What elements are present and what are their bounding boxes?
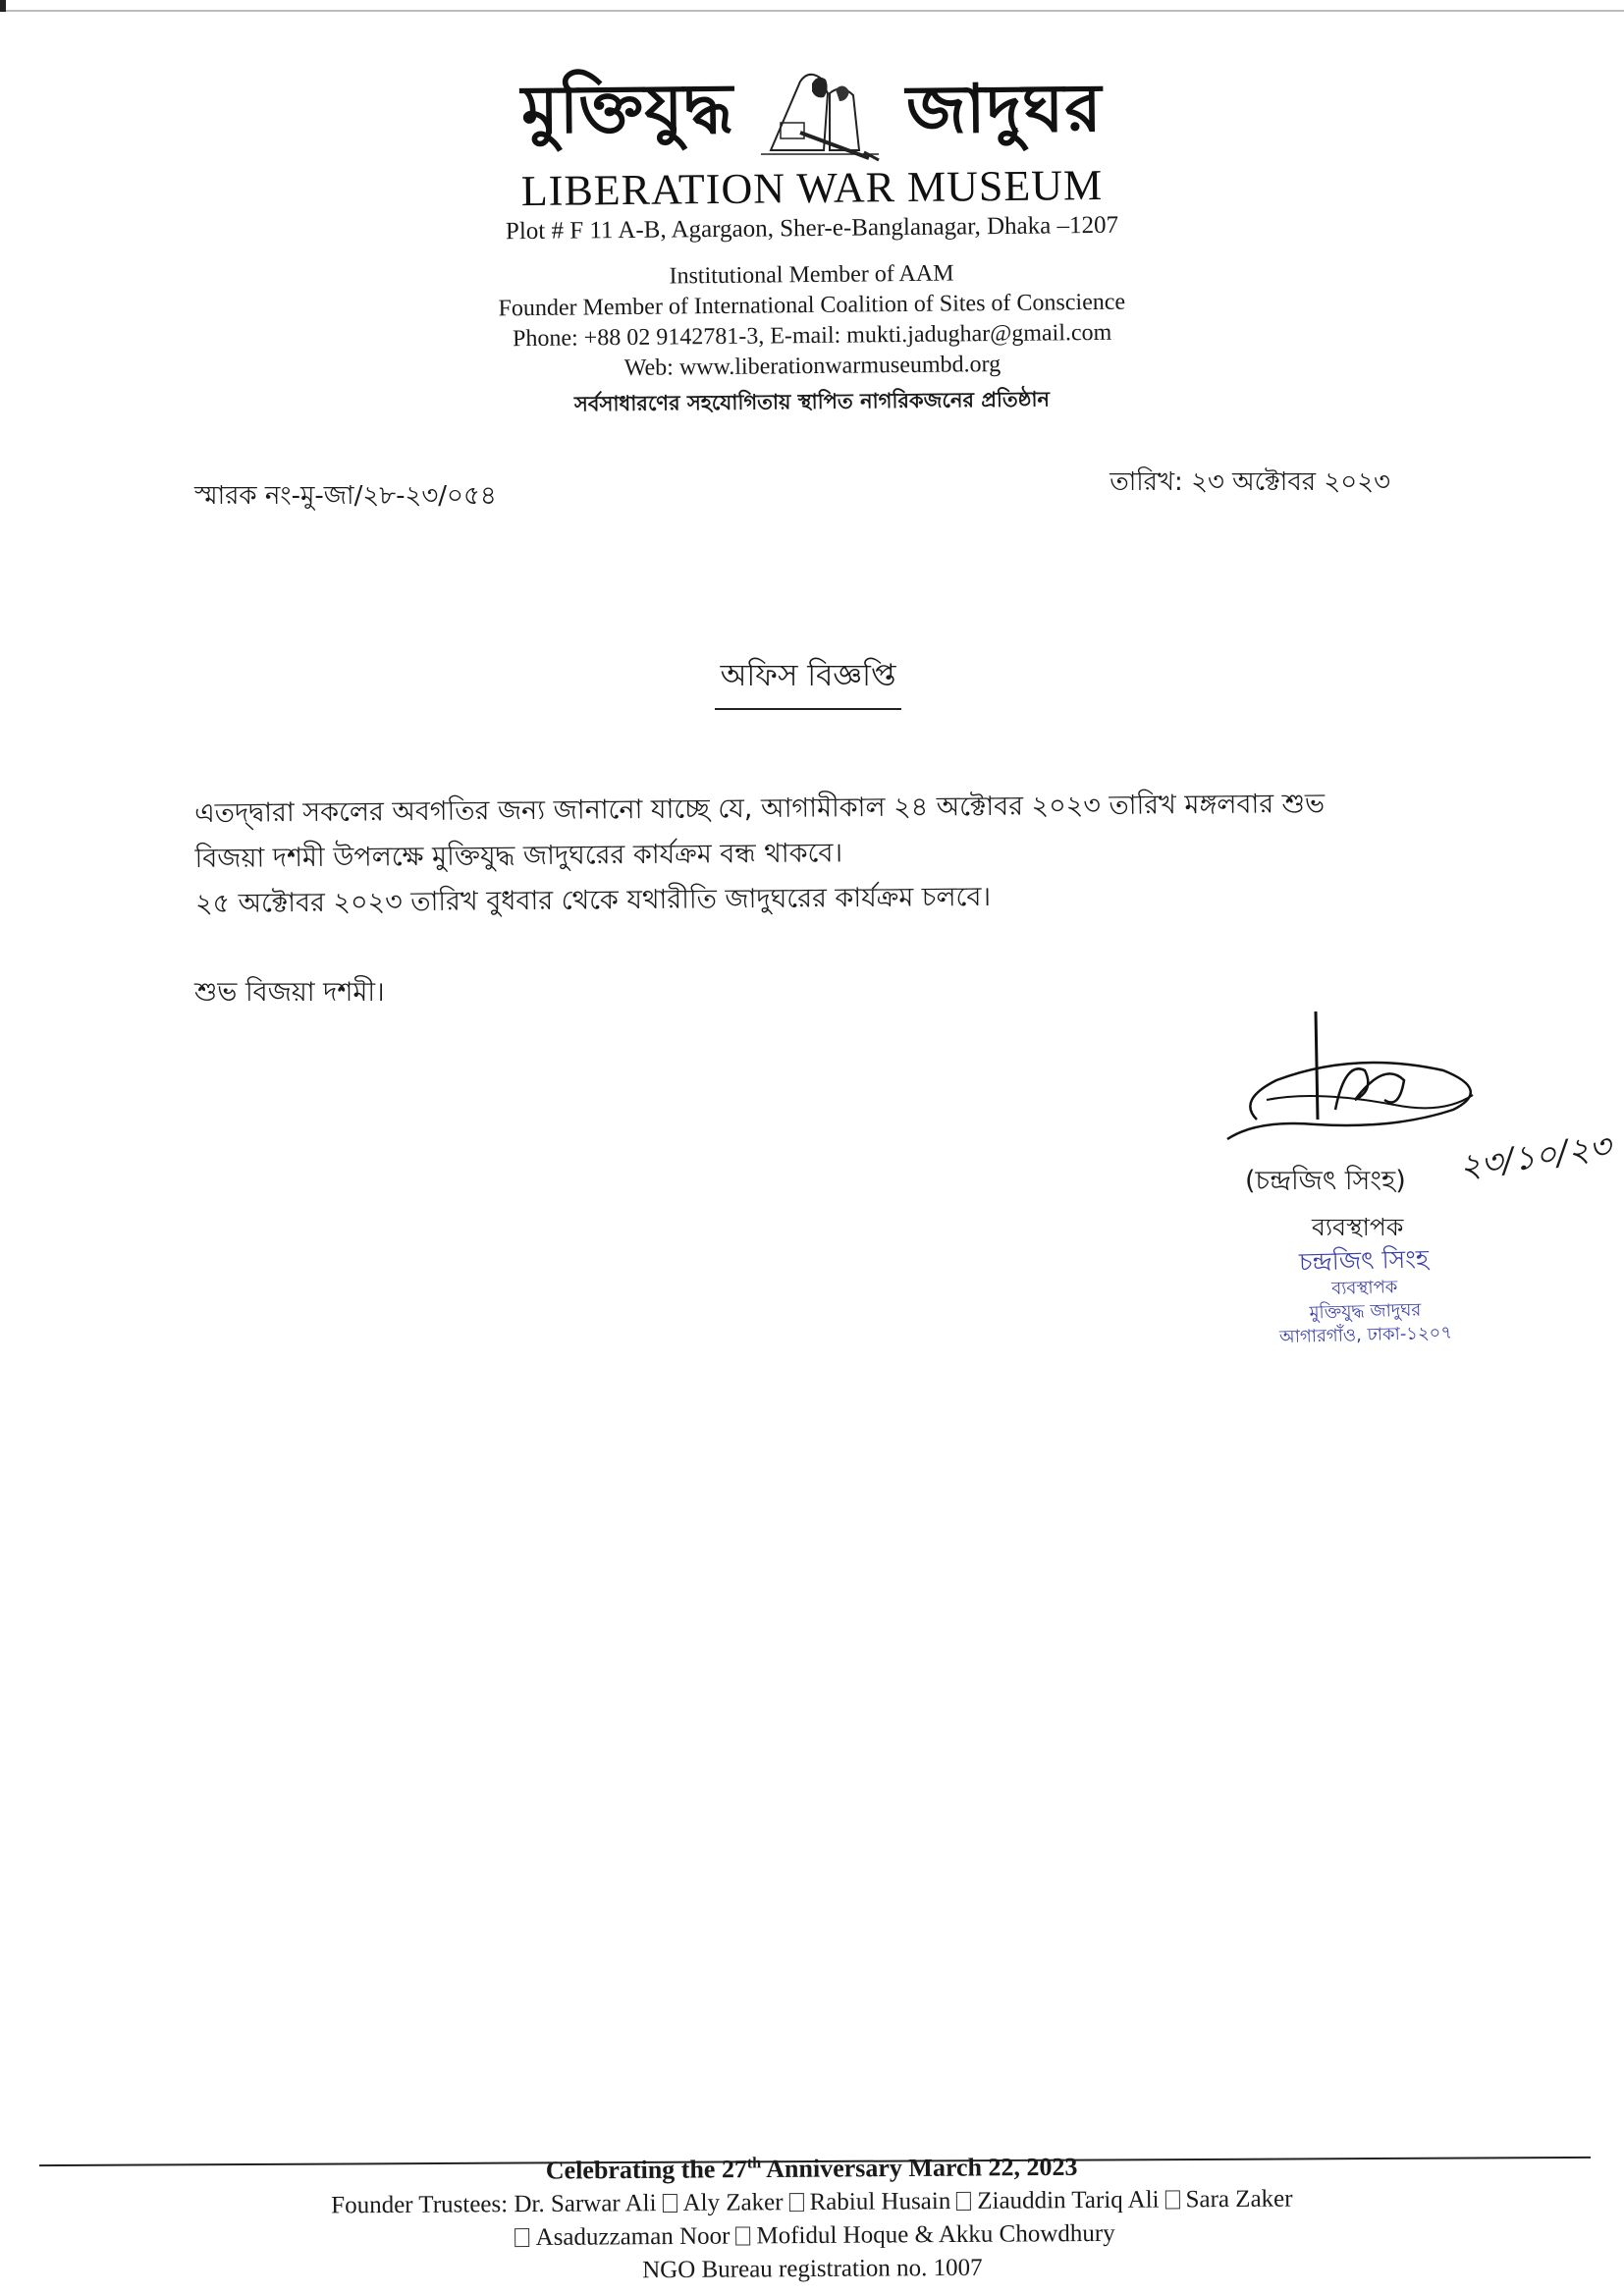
org-tagline: সর্বসাধারণের সহযোগিতায় স্থাপিত নাগরিকজনের প্রতিষ্ঠান — [573, 387, 1051, 416]
signer-title: ব্যবস্থাপক — [1312, 1213, 1404, 1241]
notice-line-1: এতদ্দ্বারা সকলের অবগতির জন্য জানানো যাচ্ছে যে, আগামীকাল ২৪ অক্টোবর ২০২৩ তারিখ মঙ্গলবার শুভ — [194, 788, 1326, 829]
official-stamp — [1236, 1242, 1494, 1351]
notice-title: অফিস বিজ্ঞপ্তি — [715, 652, 902, 710]
notice-title-wrap — [0, 652, 1624, 710]
stamp-name: চন্দ্রজিৎ সিংহ — [1298, 1244, 1430, 1277]
logo-text-left: মুক্তিযুদ্ধ — [520, 69, 734, 150]
logo-row — [0, 59, 1624, 167]
org-address: Plot # F 11 A-B, Agargaon, Sher-e-Banglanagar, Dhaka –1207 — [505, 211, 1119, 246]
trustee-name: Dr. Sarwar Ali — [514, 2189, 657, 2217]
trustee-name: Sara Zaker — [1185, 2185, 1293, 2213]
trustee-name: Ziauddin Tariq Ali — [977, 2186, 1160, 2214]
membership-block — [0, 251, 1624, 390]
ngo-registration: NGO Bureau registration no. 1007 — [642, 2254, 983, 2283]
stamp-org: মুক্তিযুদ্ধ জাদুঘর — [1309, 1299, 1422, 1324]
anniversary-date: Anniversary March 22, 2023 — [761, 2152, 1078, 2184]
trustee-name: Mofidul Hoque & Akku Chowdhury — [756, 2219, 1115, 2250]
stamp-title: ব্যবস্থাপক — [1330, 1277, 1398, 1299]
org-name: LIBERATION WAR MUSEUM — [520, 160, 1104, 216]
trustee-name: Aly Zaker — [682, 2188, 784, 2216]
notice-body — [194, 781, 1442, 927]
memo-date: তারিখ: ২৩ অক্টোবর ২০২৩ — [1110, 467, 1390, 497]
footer — [0, 2141, 1624, 2291]
membership-aam: Institutional Member of AAM — [669, 260, 954, 290]
membership-icsc: Founder Member of International Coalition of Sites of Conscience — [498, 289, 1126, 322]
signature-date: ২৩/১০/২৩ — [1456, 1126, 1614, 1187]
trustee-name: Rabiul Husain — [809, 2187, 951, 2215]
museum-emblem-icon — [751, 64, 889, 162]
trustee-name: Asaduzzaman Noor — [535, 2222, 731, 2251]
letterhead — [0, 59, 1624, 420]
separator-box-icon — [662, 2194, 677, 2213]
anniversary-text: Celebrating the 27 — [545, 2155, 748, 2185]
anniversary-suffix: th — [746, 2155, 762, 2172]
separator-box-icon — [956, 2192, 971, 2211]
separator-box-icon — [735, 2226, 750, 2245]
separator-box-icon — [515, 2228, 530, 2247]
separator-box-icon — [1165, 2190, 1180, 2209]
page-corner-mark — [0, 0, 6, 12]
notice-line-3: ২৫ অক্টোবর ২০২৩ তারিখ বুধবার থেকে যথারীতি জাদুঘরের কার্যক্রম চলবে। — [194, 881, 992, 919]
signer-name: (চন্দ্রজিৎ সিংহ) — [1245, 1166, 1406, 1196]
web-line: Web: www.liberationwarmuseumbd.org — [623, 351, 1001, 382]
greeting: শুভ বিজয়া দশমী। — [194, 977, 385, 1008]
notice-line-2: বিজয়া দশমী উপলক্ষে মুক্তিযুদ্ধ জাদুঘরের কার্যক্রম বন্ধ থাকবে। — [194, 838, 843, 874]
page-top-edge — [0, 0, 1624, 12]
contact-line: Phone: +88 02 9142781-3, E-mail: mukti.jadughar@gmail.com — [512, 319, 1112, 353]
separator-box-icon — [788, 2193, 803, 2212]
stamp-place: আগারগাঁও, ঢাকা-১২০৭ — [1278, 1322, 1453, 1348]
logo-text-right: জাদুঘর — [905, 69, 1104, 150]
memo-reference: স্মারক নং-মু-জা/২৮-২৩/০৫৪ — [194, 481, 497, 511]
trustees-label: Founder Trustees: — [331, 2190, 509, 2219]
